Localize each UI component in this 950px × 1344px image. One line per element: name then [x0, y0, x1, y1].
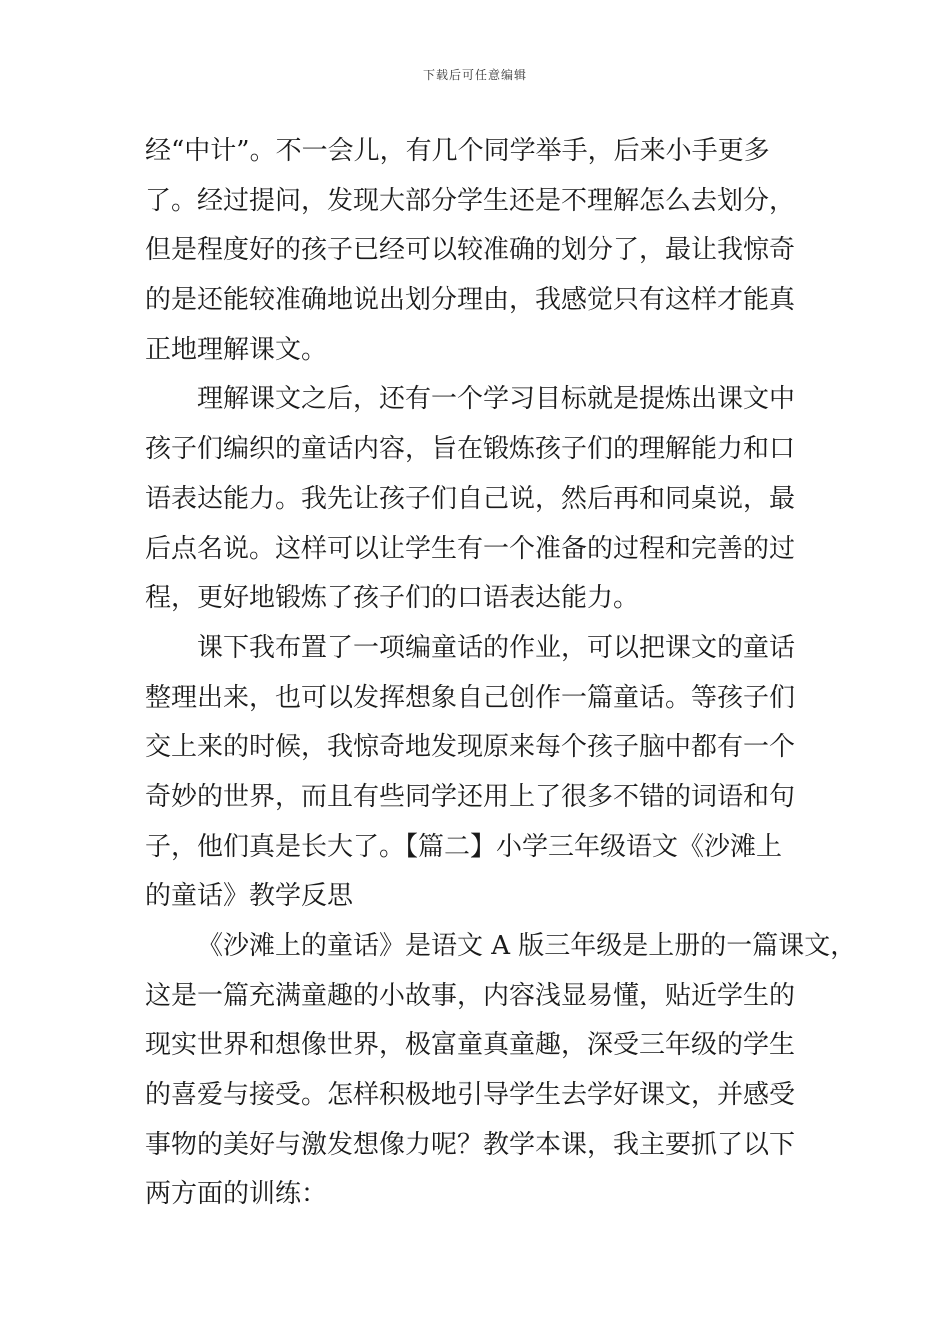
text-line: 交上来的时候，我惊奇地发现原来每个孩子脑中都有一个 [145, 732, 796, 763]
text-line: 两方面的训练： [145, 1179, 328, 1210]
text-line: 整理出来，也可以发挥想象自己创作一篇童话。等孩子们 [145, 682, 796, 713]
text-line: 的童话》教学反思 [145, 881, 354, 912]
text-line: 这是一篇充满童趣的小故事，内容浅显易懂，贴近学生的 [145, 980, 796, 1011]
document-body [145, 127, 857, 1220]
text-line: 子，他们真是长大了。【篇二】小学三年级语文《沙滩上 [145, 831, 783, 862]
text-line: 但是程度好的孩子已经可以较准确的划分了，最让我惊奇 [145, 235, 796, 266]
text-line: 现实世界和想像世界，极富童真童趣，深受三年级的学生 [145, 1030, 796, 1061]
text-line: 孩子们编织的童话内容，旨在锻炼孩子们的理解能力和口 [145, 434, 796, 465]
page-header: 下载后可任意编辑 [422, 68, 527, 82]
text-line: 课下我布置了一项编童话的作业，可以把课文的童话 [197, 632, 796, 663]
text-line: 理解课文之后，还有一个学习目标就是提炼出课文中 [197, 384, 796, 415]
text-line: 了。经过提问，发现大部分学生还是不理解怎么去划分， [145, 185, 796, 216]
paragraph [145, 375, 807, 623]
text-line: 奇妙的世界，而且有些同学还用上了很多不错的词语和句 [145, 781, 796, 812]
text-line: 后点名说。这样可以让学生有一个准备的过程和完善的过 [145, 533, 796, 564]
text-line: 的喜爱与接受。怎样积极地引导学生去学好课文，并感受 [145, 1080, 796, 1111]
text-line: 程，更好地锻炼了孩子们的口语表达能力。 [145, 583, 640, 614]
text-line: 《沙滩上的童话》是语文 A 版三年级是上册的一篇课文， [197, 931, 857, 961]
text-line: 的是还能较准确地说出划分理由，我感觉只有这样才能真 [145, 285, 796, 316]
text-line: 经“中计”。不一会儿，有几个同学举手，后来小手更多 [145, 136, 770, 166]
paragraph [145, 127, 807, 375]
paragraph [145, 624, 807, 922]
text-line: 正地理解课文。 [145, 334, 328, 365]
paragraph [145, 922, 857, 1220]
text-line: 语表达能力。我先让孩子们自己说，然后再和同桌说，最 [145, 483, 796, 514]
text-line: 事物的美好与激发想像力呢？教学本课，我主要抓了以下 [145, 1129, 796, 1160]
